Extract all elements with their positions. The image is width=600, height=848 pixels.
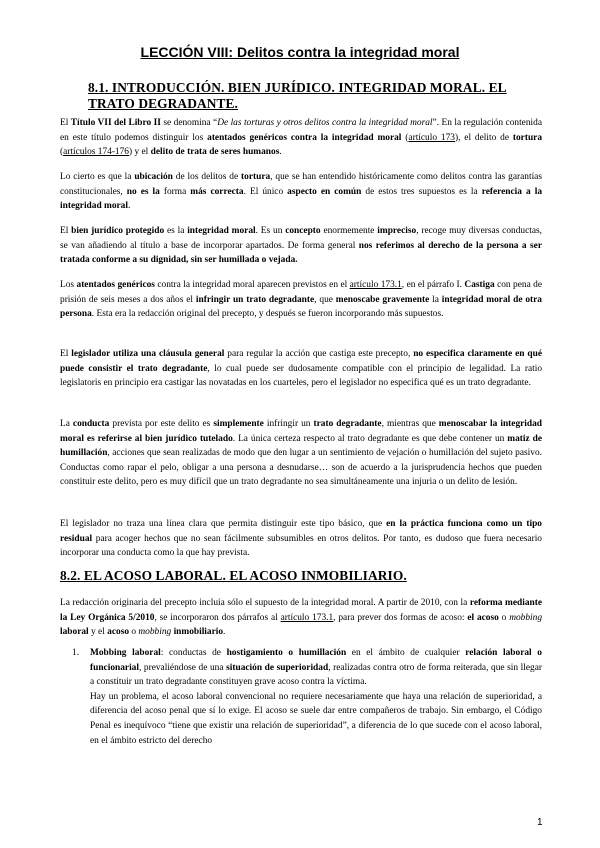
page-number: 1 [537, 817, 543, 828]
paragraph-3: El bien jurídico protegido es la integridad moral. Es un concepto enormemente impreciso, recoge muy diversas conductas, se van añadiendo al título a base de incorporar apartados. De forma general nos referimos al derecho de la persona a ser tratada conforme a su dignidad, sin ser humillada o vejada. [60, 226, 543, 266]
section-heading-8-2: 8.2. EL ACOSO LABORAL. EL ACOSO INMOBILIARIO. [60, 568, 407, 583]
section-heading-8-1: 8.1. INTRODUCCIÓN. BIEN JURÍDICO. INTEGRIDAD MORAL. EL TRATO DEGRADANTE. [88, 80, 507, 111]
list-number: 1. [72, 648, 80, 658]
paragraph-6: La conducta prevista por este delito es simplemente infringir un trato degradante, mientras que menoscabar la integridad moral es referirse al bien jurídico tutelado. La única certeza respecto al trato degradante es que debe contener un matiz de humillación, acciones que sean realizadas de modo que den lugar a un sentimiento de vejación o humillación del sujeto pasivo. Conductas como rapar el pelo, obligar a una persona a desnudarse… son de acuerdo a la jurisprudencia hechos que pueden constituir este delito, pero es muy difícil que un trato degradante no sea simultáneamente una injuria o un delito de lesión. [60, 419, 543, 488]
list-item [72, 646, 542, 748]
page-title: LECCIÓN VIII: Delitos contra la integridad moral [140, 44, 460, 60]
link-articulos-174-176: artículos 174-176 [63, 147, 129, 158]
paragraph-7: El legislador no traza una línea clara que permita distinguir este tipo básico, que en la práctica funciona como un tipo residual para acoger hechos que no sean fácilmente subsumibles en otros delitos. Por tanto, es dudoso que fuera necesario incorporar una conducta como la que hay prevista. [60, 519, 542, 559]
list-item-text-2: Hay un problema, el acoso laboral convencional no requiere necesariamente que haya una relación de superioridad, a diferencia del acoso penal que sí lo exige. El acoso se suele dar entre compañeros de trabajo. Sin embargo, el Código Penal es inequívoco “tiene que existir una relación de superioridad”, a diferencia de lo que sucede con el acoso laboral, en el ámbito estricto del derecho [90, 691, 542, 746]
paragraph-2: Lo cierto es que la ubicación de los delitos de tortura, que se han entendido históricamente como delitos contra las garantías constitucionales, no es la forma más correcta. El único aspecto en común de estos tres supuestos es la referencia a la integridad moral. [60, 172, 543, 212]
link-articulo-173: artículo 173 [408, 132, 455, 143]
list-item-text: Mobbing laboral: conductas de hostigamiento o humillación en el ámbito de cualquier relación laboral o funcionarial, prevaliéndose de una situación de superioridad, realizadas contra otro de forma reiterada, que sin llegar a constituir un trato degradante constituyen grave acoso contra la víctima. [90, 648, 542, 688]
paragraph-1: El Título VII del Libro II se denomina “De las torturas y otros delitos contra la integridad moral”. En la regulación contenida en este título podemos distinguir los atentados genéricos contra la integridad moral (artículo 173), el delito de tortura (artículos 174-176) y el delito de trata de seres humanos. [60, 118, 543, 158]
paragraph-8: La redacción originaria del precepto incluía sólo el supuesto de la integridad moral. A partir de 2010, con la reforma mediante la Ley Orgánica 5/2010, se incorporaron dos párrafos al artículo 173.1, para prever dos formas de acoso: el acoso o mobbing laboral y el acoso o mobbing inmobiliario. [60, 598, 543, 638]
link-articulo-173-1b: artículo 173.1 [280, 612, 334, 623]
paragraph-5: El legislador utiliza una cláusula general para regular la acción que castiga este precepto, no especifica claramente en qué puede consistir el trato degradante, lo cual puede ser dudosamente compatible con el principio de legalidad. La ratio legislatoris en principio era castigar las novatadas en los cuarteles, pero el legislador no especifica qué es un trato degradante. [60, 349, 543, 389]
link-articulo-173-1: artículo 173.1 [349, 280, 402, 290]
paragraph-4: Los atentados genéricos contra la integridad moral aparecen previstos en el artículo 173.1, en el párrafo I. Castiga con pena de prisión de seis meses a dos años el infringir un trato degradante, que menoscabe gravemente la integridad moral de otra persona. Esta era la redacción original del precepto, y después se fueron incorporando más supuestos. [60, 280, 542, 320]
